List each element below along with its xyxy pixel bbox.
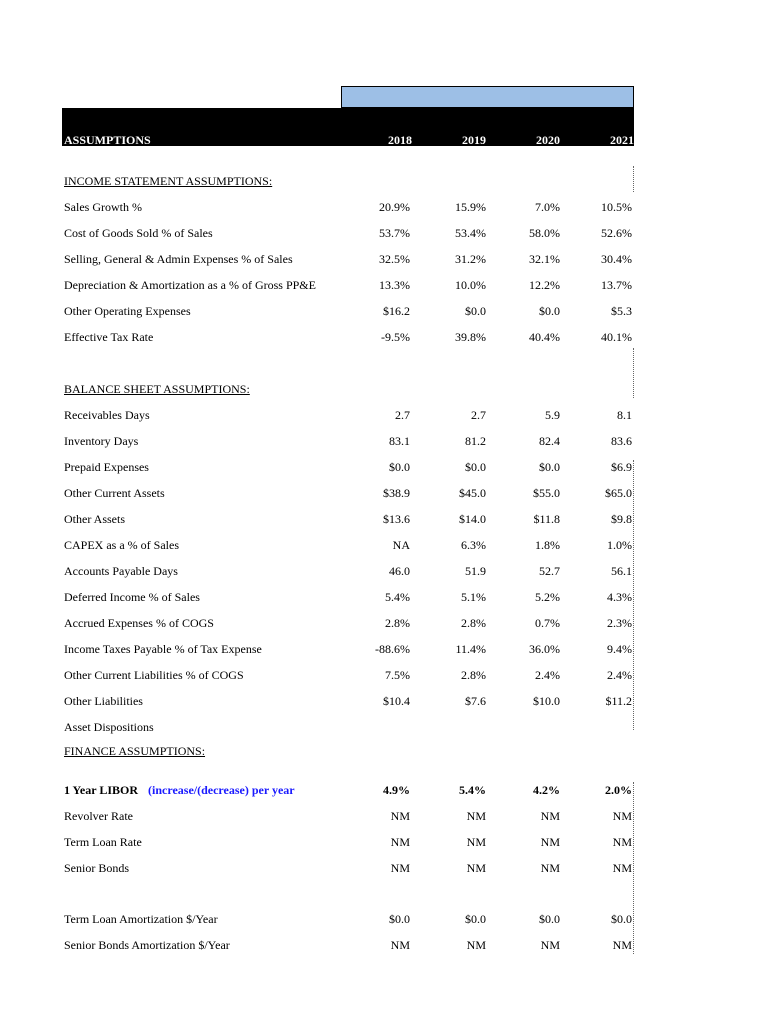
cell-revolver-rate-2020: NM [540, 809, 560, 823]
cell-capex-as-a-of-sales-2021: 1.0% [607, 538, 632, 552]
libor-label: 1 Year LIBOR [64, 783, 139, 797]
year-header-2021: 2021 [610, 133, 634, 147]
cell-senior-bonds-2021: NM [612, 861, 632, 875]
cell-prepaid-expenses-2019: $0.0 [465, 460, 486, 474]
cell-term-loan-rate-2019: NM [466, 835, 486, 849]
cell-deferred-income-of-sales-2021: 4.3% [607, 590, 632, 604]
cell-term-loan-rate-2020: NM [540, 835, 560, 849]
cell-inventory-days-2019: 81.2 [465, 434, 486, 448]
cell-depreciation-amortization-as-a-of-gross-pp-e-2018: 13.3% [379, 278, 410, 292]
cell-depreciation-amortization-as-a-of-gross-pp-e-2021: 13.7% [601, 278, 632, 292]
row-label-other-operating-expenses: Other Operating Expenses [64, 304, 191, 318]
year-header-2018: 2018 [388, 133, 412, 147]
cell-other-assets-2018: $13.6 [383, 512, 410, 526]
cell-term-loan-rate-2021: NM [612, 835, 632, 849]
cell-cost-of-goods-sold-of-sales-2021: 52.6% [601, 226, 632, 240]
section-title-finance: FINANCE ASSUMPTIONS: [64, 744, 206, 758]
cell-other-liabilities-2020: $10.0 [533, 694, 560, 708]
cell-revolver-rate-2021: NM [612, 809, 632, 823]
cell-receivables-days-2018: 2.7 [395, 408, 410, 422]
row-label-sales-growth: Sales Growth % [64, 200, 142, 214]
row-label-senior-bonds: Senior Bonds [64, 861, 130, 875]
cell-senior-bonds-amortization-year-2018: NM [390, 938, 410, 952]
cell-selling-general-admin-expenses-of-sales-2019: 31.2% [455, 252, 486, 266]
cell-accounts-payable-days-2019: 51.9 [465, 564, 486, 578]
cell-senior-bonds-amortization-year-2019: NM [466, 938, 486, 952]
cell-selling-general-admin-expenses-of-sales-2018: 32.5% [379, 252, 410, 266]
cell-accounts-payable-days-2018: 46.0 [389, 564, 410, 578]
cell-other-liabilities-2021: $11.2 [605, 694, 632, 708]
cell-libor-2018: 4.9% [383, 783, 410, 797]
cell-libor-2020: 4.2% [533, 783, 560, 797]
row-label-deferred-income-of-sales: Deferred Income % of Sales [64, 590, 200, 604]
section-title-balance: BALANCE SHEET ASSUMPTIONS: [64, 382, 250, 396]
row-label-prepaid-expenses: Prepaid Expenses [64, 460, 149, 474]
cell-senior-bonds-2018: NM [390, 861, 410, 875]
libor-note: (increase/(decrease) per year [148, 783, 295, 797]
cell-accounts-payable-days-2020: 52.7 [539, 564, 560, 578]
cell-cost-of-goods-sold-of-sales-2020: 58.0% [529, 226, 560, 240]
row-label-other-assets: Other Assets [64, 512, 125, 526]
cell-other-liabilities-2018: $10.4 [383, 694, 410, 708]
row-label-effective-tax-rate: Effective Tax Rate [64, 330, 154, 344]
cell-sales-growth-2018: 20.9% [379, 200, 410, 214]
row-label-accounts-payable-days: Accounts Payable Days [64, 564, 178, 578]
cell-other-assets-2020: $11.8 [533, 512, 560, 526]
row-label-receivables-days: Receivables Days [64, 408, 150, 422]
cell-inventory-days-2020: 82.4 [539, 434, 560, 448]
row-label-revolver-rate: Revolver Rate [64, 809, 133, 823]
column-border [633, 166, 634, 192]
year-header-2020: 2020 [536, 133, 560, 147]
cell-other-operating-expenses-2018: $16.2 [383, 304, 410, 318]
cell-deferred-income-of-sales-2018: 5.4% [385, 590, 410, 604]
cell-term-loan-amortization-year-2021: $0.0 [611, 912, 632, 926]
row-label-accrued-expenses-of-cogs: Accrued Expenses % of COGS [64, 616, 214, 630]
cell-deferred-income-of-sales-2019: 5.1% [461, 590, 486, 604]
cell-cost-of-goods-sold-of-sales-2018: 53.7% [379, 226, 410, 240]
cell-accrued-expenses-of-cogs-2021: 2.3% [607, 616, 632, 630]
row-label-capex-as-a-of-sales: CAPEX as a % of Sales [64, 538, 179, 552]
row-label-other-liabilities: Other Liabilities [64, 694, 143, 708]
cell-selling-general-admin-expenses-of-sales-2021: 30.4% [601, 252, 632, 266]
cell-depreciation-amortization-as-a-of-gross-pp-e-2020: 12.2% [529, 278, 560, 292]
row-label-cost-of-goods-sold-of-sales: Cost of Goods Sold % of Sales [64, 226, 213, 240]
cell-prepaid-expenses-2020: $0.0 [539, 460, 560, 474]
cell-effective-tax-rate-2019: 39.8% [455, 330, 486, 344]
cell-prepaid-expenses-2018: $0.0 [389, 460, 410, 474]
cell-other-current-liabilities-of-cogs-2021: 2.4% [607, 668, 632, 682]
cell-other-liabilities-2019: $7.6 [465, 694, 486, 708]
cell-accounts-payable-days-2021: 56.1 [611, 564, 632, 578]
cell-other-current-assets-2021: $65.0 [605, 486, 632, 500]
cell-other-current-liabilities-of-cogs-2019: 2.8% [461, 668, 486, 682]
cell-inventory-days-2018: 83.1 [389, 434, 410, 448]
cell-libor-2021: 2.0% [605, 783, 632, 797]
cell-senior-bonds-2020: NM [540, 861, 560, 875]
cell-revolver-rate-2018: NM [390, 809, 410, 823]
row-label-term-loan-amortization-year: Term Loan Amortization $/Year [64, 912, 218, 926]
cell-accrued-expenses-of-cogs-2019: 2.8% [461, 616, 486, 630]
cell-senior-bonds-2019: NM [466, 861, 486, 875]
cell-other-operating-expenses-2019: $0.0 [465, 304, 486, 318]
cell-receivables-days-2019: 2.7 [471, 408, 486, 422]
row-label-senior-bonds-amortization-year: Senior Bonds Amortization $/Year [64, 938, 230, 952]
row-label-asset-dispositions: Asset Dispositions [64, 720, 154, 734]
cell-other-assets-2021: $9.8 [611, 512, 632, 526]
cell-depreciation-amortization-as-a-of-gross-pp-e-2019: 10.0% [455, 278, 486, 292]
cell-other-current-liabilities-of-cogs-2020: 2.4% [535, 668, 560, 682]
cell-term-loan-rate-2018: NM [390, 835, 410, 849]
header-highlight-band [341, 86, 634, 108]
cell-accrued-expenses-of-cogs-2020: 0.7% [535, 616, 560, 630]
cell-other-operating-expenses-2021: $5.3 [611, 304, 632, 318]
cell-libor-2019: 5.4% [459, 783, 486, 797]
cell-accrued-expenses-of-cogs-2018: 2.8% [385, 616, 410, 630]
column-border [633, 348, 634, 398]
cell-capex-as-a-of-sales-2020: 1.8% [535, 538, 560, 552]
cell-term-loan-amortization-year-2019: $0.0 [465, 912, 486, 926]
cell-other-operating-expenses-2020: $0.0 [539, 304, 560, 318]
cell-capex-as-a-of-sales-2018: NA [392, 538, 410, 552]
column-border [633, 782, 634, 954]
row-label-inventory-days: Inventory Days [64, 434, 139, 448]
cell-other-current-liabilities-of-cogs-2018: 7.5% [385, 668, 410, 682]
cell-effective-tax-rate-2018: -9.5% [381, 330, 410, 344]
cell-inventory-days-2021: 83.6 [611, 434, 632, 448]
row-label-depreciation-amortization-as-a-of-gross-pp-e: Depreciation & Amortization as a % of Gross PP&E [64, 278, 316, 292]
cell-senior-bonds-amortization-year-2021: NM [612, 938, 632, 952]
row-label-income-taxes-payable-of-tax-expense: Income Taxes Payable % of Tax Expense [64, 642, 262, 656]
cell-selling-general-admin-expenses-of-sales-2020: 32.1% [529, 252, 560, 266]
cell-income-taxes-payable-of-tax-expense-2018: -88.6% [375, 642, 410, 656]
cell-cost-of-goods-sold-of-sales-2019: 53.4% [455, 226, 486, 240]
cell-deferred-income-of-sales-2020: 5.2% [535, 590, 560, 604]
cell-effective-tax-rate-2021: 40.1% [601, 330, 632, 344]
row-label-other-current-assets: Other Current Assets [64, 486, 165, 500]
cell-income-taxes-payable-of-tax-expense-2021: 9.4% [607, 642, 632, 656]
cell-prepaid-expenses-2021: $6.9 [611, 460, 632, 474]
cell-other-assets-2019: $14.0 [459, 512, 486, 526]
cell-income-taxes-payable-of-tax-expense-2019: 11.4% [455, 642, 486, 656]
cell-term-loan-amortization-year-2020: $0.0 [539, 912, 560, 926]
year-header-2019: 2019 [462, 133, 486, 147]
cell-sales-growth-2021: 10.5% [601, 200, 632, 214]
cell-revolver-rate-2019: NM [466, 809, 486, 823]
section-title-income: INCOME STATEMENT ASSUMPTIONS: [64, 174, 273, 188]
column-border [633, 460, 634, 730]
cell-capex-as-a-of-sales-2019: 6.3% [461, 538, 486, 552]
cell-sales-growth-2019: 15.9% [455, 200, 486, 214]
cell-income-taxes-payable-of-tax-expense-2020: 36.0% [529, 642, 560, 656]
row-label-term-loan-rate: Term Loan Rate [64, 835, 142, 849]
assumptions-title: ASSUMPTIONS [64, 133, 151, 147]
cell-receivables-days-2021: 8.1 [617, 408, 632, 422]
cell-receivables-days-2020: 5.9 [545, 408, 560, 422]
cell-other-current-assets-2020: $55.0 [533, 486, 560, 500]
cell-senior-bonds-amortization-year-2020: NM [540, 938, 560, 952]
cell-effective-tax-rate-2020: 40.4% [529, 330, 560, 344]
row-label-1-year-libor [64, 783, 295, 798]
cell-term-loan-amortization-year-2018: $0.0 [389, 912, 410, 926]
cell-other-current-assets-2018: $38.9 [383, 486, 410, 500]
row-label-other-current-liabilities-of-cogs: Other Current Liabilities % of COGS [64, 668, 244, 682]
cell-sales-growth-2020: 7.0% [535, 200, 560, 214]
cell-other-current-assets-2019: $45.0 [459, 486, 486, 500]
row-label-selling-general-admin-expenses-of-sales: Selling, General & Admin Expenses % of Sales [64, 252, 293, 266]
